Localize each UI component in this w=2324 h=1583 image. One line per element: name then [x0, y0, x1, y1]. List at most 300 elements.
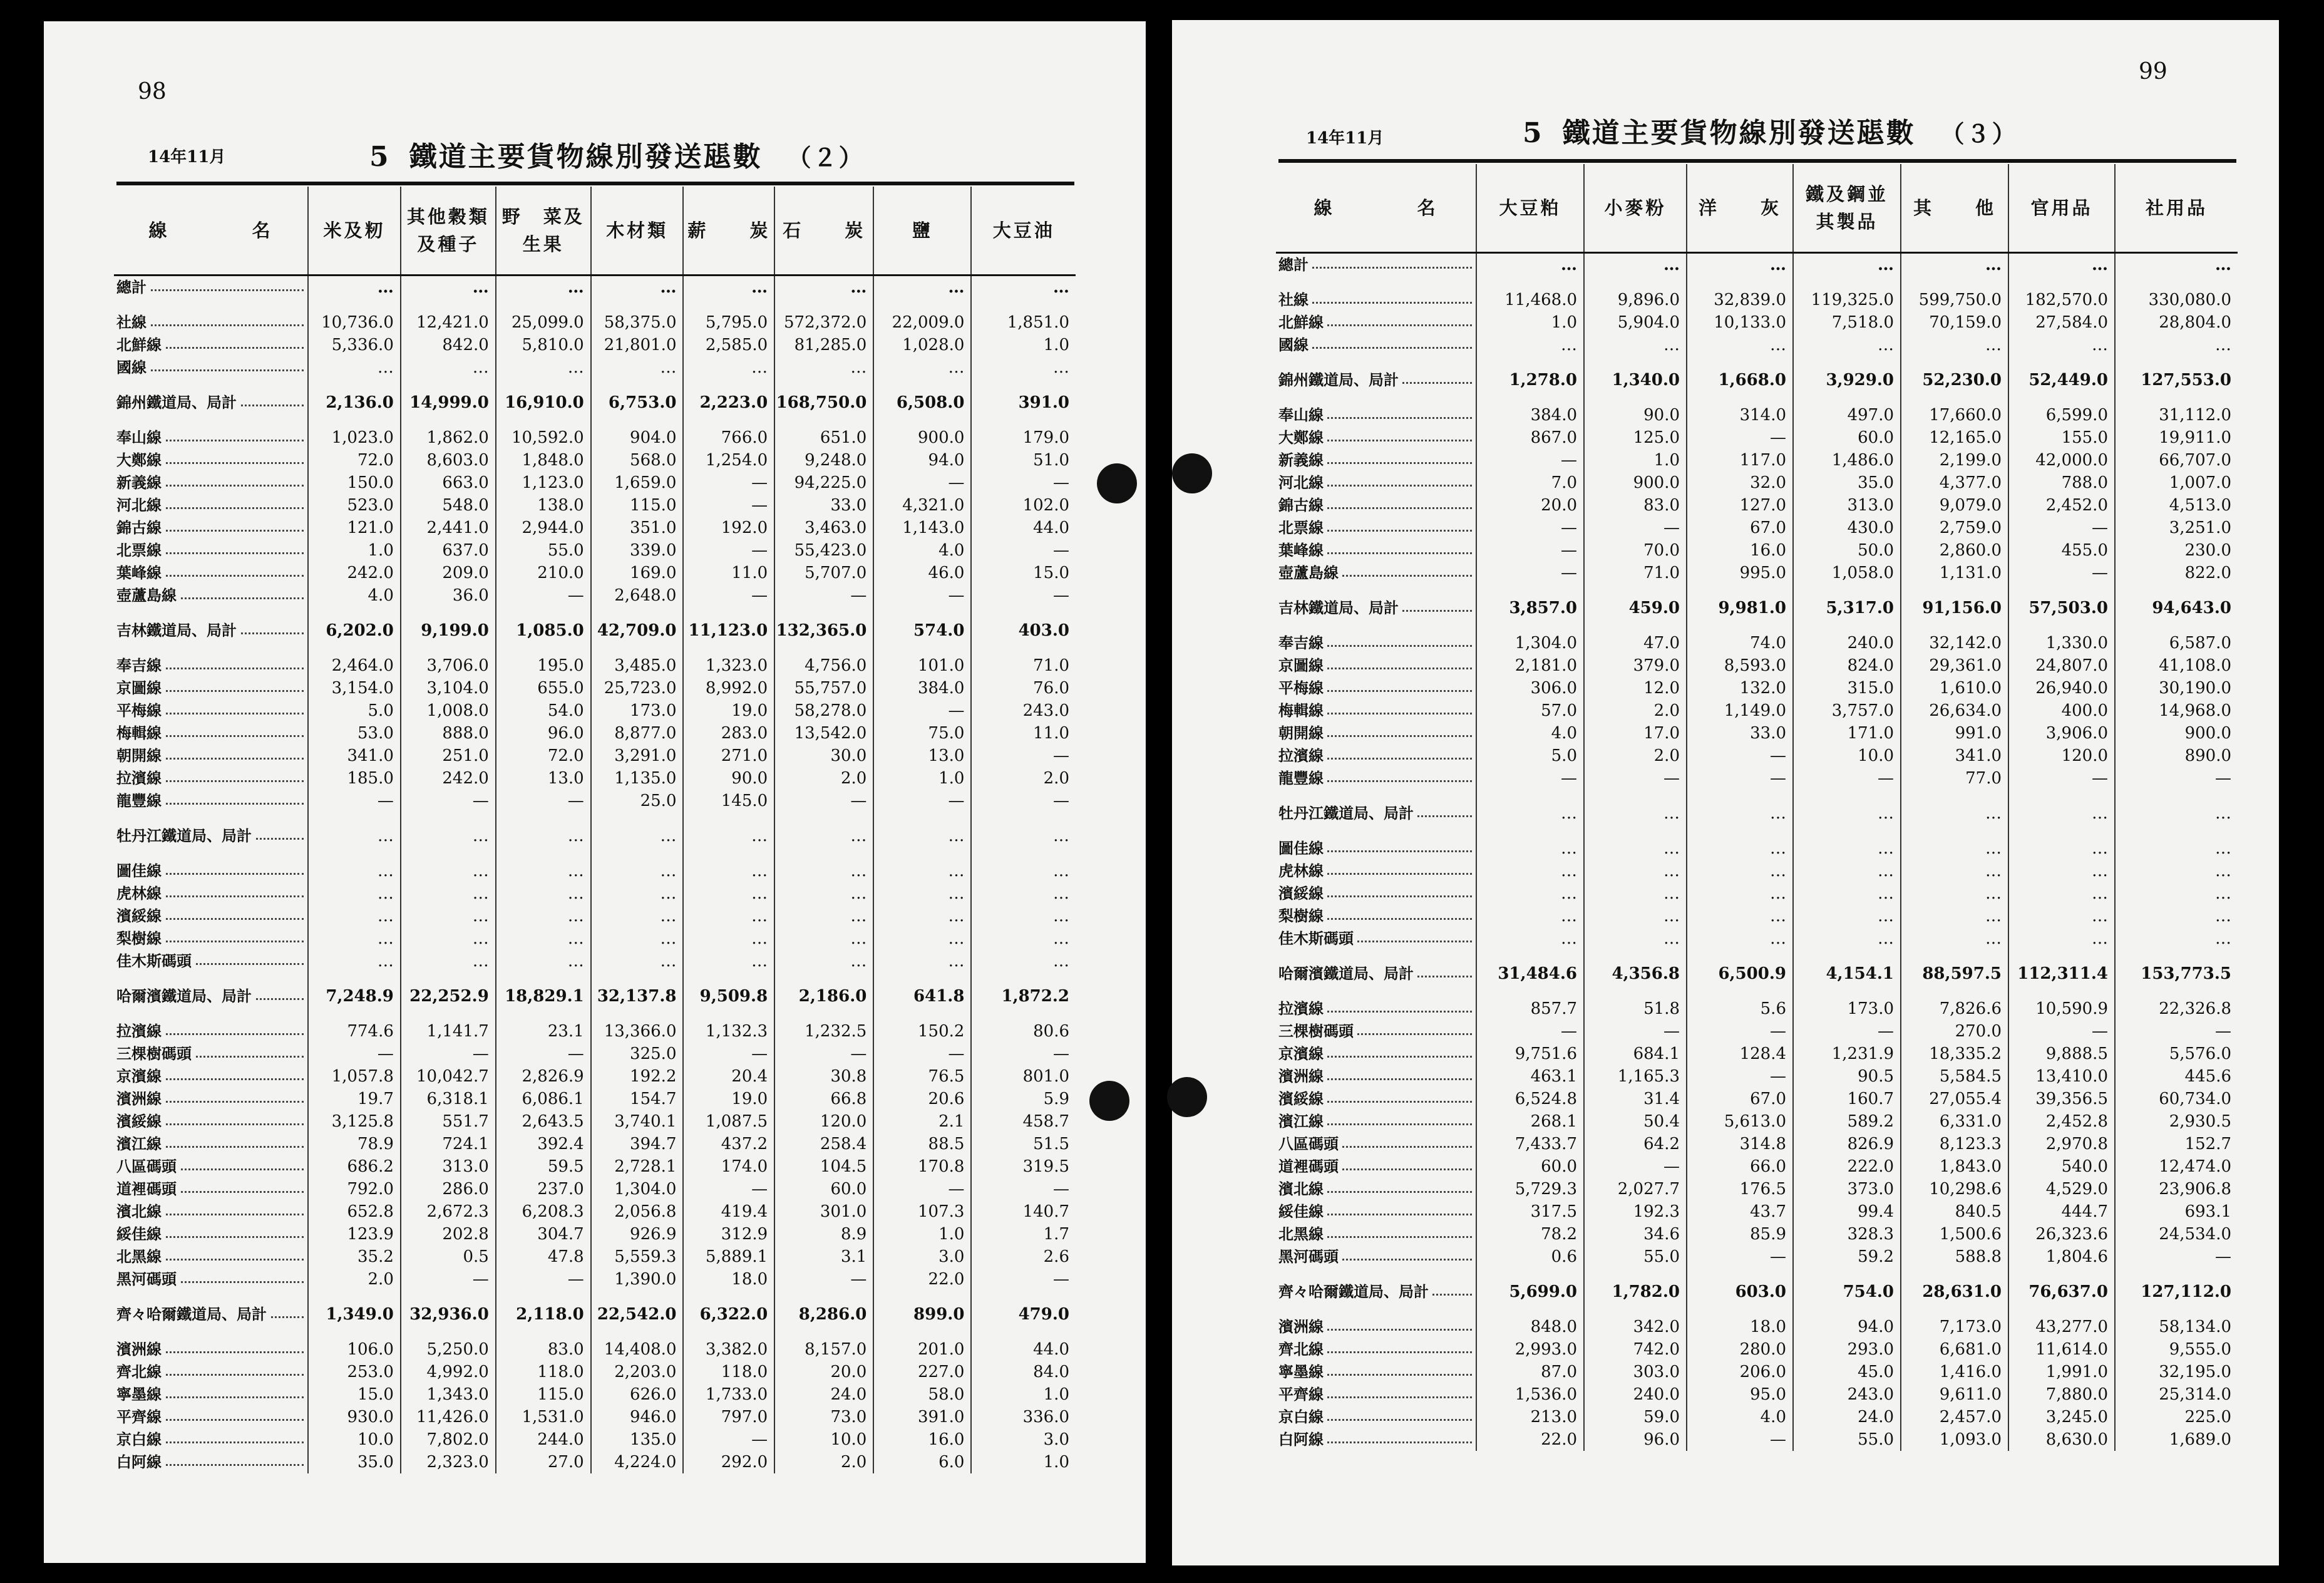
value-cell: 655.0	[496, 677, 591, 699]
value-cell: 6,753.0	[591, 391, 684, 414]
summary-row	[114, 356, 1076, 379]
value-cell: —	[1687, 1065, 1793, 1088]
value-cell: 2,944.0	[496, 517, 591, 539]
value-cell: 138.0	[496, 494, 591, 517]
value-cell: 31.4	[1584, 1088, 1687, 1110]
value-cell: …	[774, 276, 873, 299]
value-cell: 8,123.3	[1901, 1133, 2008, 1155]
value-cell: 127,553.0	[2115, 369, 2238, 391]
line-name-cell	[1276, 426, 1476, 449]
value-cell: 788.0	[2008, 472, 2115, 494]
value-cell: 150.0	[308, 472, 401, 494]
value-cell: 5.0	[308, 699, 401, 722]
value-cell: 5,810.0	[496, 334, 591, 356]
spacer-cell	[971, 607, 1076, 619]
line-row	[1276, 1245, 2238, 1268]
spacer-cell	[591, 1008, 684, 1020]
value-cell: 1,340.0	[1584, 369, 1687, 391]
value-cell: …	[591, 356, 684, 379]
spacer-cell	[308, 642, 401, 654]
value-cell: 2,970.8	[2008, 1133, 2115, 1155]
line-name-cell	[1276, 998, 1476, 1020]
value-cell: 209.0	[401, 562, 496, 584]
value-cell: …	[873, 882, 971, 905]
value-cell: 1.0	[971, 334, 1076, 356]
value-cell: 55.0	[496, 539, 591, 562]
value-cell: 5,904.0	[1584, 311, 1687, 334]
value-cell: …	[971, 860, 1076, 882]
value-cell: 2,199.0	[1901, 449, 2008, 472]
value-cell: 78.2	[1476, 1223, 1584, 1245]
spacer-cell	[1793, 790, 1901, 802]
line-name: 牡丹江鐵道局、局計	[116, 827, 254, 845]
value-cell: …	[2115, 882, 2238, 905]
binding-hole	[1097, 463, 1137, 503]
value-cell: 2.0	[1584, 699, 1687, 722]
value-cell: 1,851.0	[971, 311, 1076, 334]
value-cell: …	[2115, 802, 2238, 825]
value-cell: 325.0	[591, 1043, 684, 1065]
value-cell: —	[774, 584, 873, 607]
value-cell: 77.0	[1901, 767, 2008, 790]
value-cell: 946.0	[591, 1406, 684, 1428]
value-cell: 35.2	[308, 1245, 401, 1268]
line-row	[1276, 1383, 2238, 1406]
value-cell: 900.0	[1584, 472, 1687, 494]
value-cell: 84.0	[971, 1361, 1076, 1383]
value-cell: 123.9	[308, 1223, 401, 1245]
title-number: 5	[369, 141, 391, 173]
line-name: 三棵樹碼頭	[1278, 1023, 1356, 1040]
value-cell: 686.2	[308, 1155, 401, 1178]
value-cell: 444.7	[2008, 1200, 2115, 1223]
value-cell: 317.5	[1476, 1200, 1584, 1223]
value-cell: …	[1687, 253, 1793, 277]
value-cell: …	[774, 882, 873, 905]
line-name-cell	[1276, 699, 1476, 722]
value-cell: 18.0	[683, 1268, 774, 1291]
value-cell: 1,232.5	[774, 1020, 873, 1043]
value-cell: —	[683, 472, 774, 494]
value-cell: 1,991.0	[2008, 1361, 2115, 1383]
value-cell: 25,723.0	[591, 677, 684, 699]
value-cell: 742.0	[1584, 1338, 1687, 1361]
value-cell: 222.0	[1793, 1155, 1901, 1178]
line-name: 齊北線	[116, 1363, 164, 1381]
value-cell: 59.2	[1793, 1245, 1901, 1268]
value-cell: 76,637.0	[2008, 1281, 2115, 1303]
spacer-cell	[683, 1008, 774, 1020]
value-cell: …	[873, 950, 971, 972]
line-name: 濱綏線	[116, 1113, 164, 1130]
value-cell: 1.0	[1584, 449, 1687, 472]
line-name-cell	[1276, 1316, 1476, 1338]
value-cell: …	[1584, 927, 1687, 950]
value-cell: 115.0	[496, 1383, 591, 1406]
value-cell: …	[1687, 802, 1793, 825]
line-name: 總計	[116, 279, 149, 296]
value-cell: 32,936.0	[401, 1303, 496, 1326]
value-cell: —	[401, 1043, 496, 1065]
spacer-cell	[1476, 1268, 1584, 1281]
value-cell: 306.0	[1476, 677, 1584, 699]
value-cell: 32,142.0	[1901, 632, 2008, 654]
value-cell: —	[1793, 1020, 1901, 1043]
line-name: 哈爾濱鐵道局、局計	[1278, 965, 1416, 982]
line-name: 奉吉線	[1278, 634, 1326, 652]
line-name: 八區碼頭	[1278, 1135, 1341, 1153]
value-cell: —	[774, 1043, 873, 1065]
bureau-total-row	[1276, 369, 2238, 391]
line-name-cell	[1276, 1065, 1476, 1088]
spacer-cell	[1584, 825, 1687, 837]
line-name: 奉山線	[1278, 406, 1326, 424]
value-cell: 243.0	[971, 699, 1076, 722]
spacer-cell	[114, 642, 308, 654]
value-cell: 4,756.0	[774, 654, 873, 677]
value-cell: 1.0	[308, 539, 401, 562]
spacer-row	[1276, 356, 2238, 369]
value-cell: …	[2008, 905, 2115, 927]
spacer-cell	[971, 379, 1076, 391]
spacer-cell	[1476, 950, 1584, 962]
spacer-cell	[1276, 1303, 1476, 1316]
value-cell: 3,125.8	[308, 1110, 401, 1133]
line-name-cell	[114, 1406, 308, 1428]
line-name-cell	[114, 472, 308, 494]
line-name: 京濱線	[1278, 1045, 1326, 1063]
value-cell: 3,291.0	[591, 745, 684, 767]
line-name-cell	[1276, 517, 1476, 539]
value-cell: …	[873, 356, 971, 379]
spacer-row	[1276, 391, 2238, 404]
spacer-cell	[1687, 825, 1793, 837]
value-cell: 102.0	[971, 494, 1076, 517]
spacer-row	[114, 607, 1076, 619]
spacer-cell	[496, 642, 591, 654]
value-cell: 52,449.0	[2008, 369, 2115, 391]
value-cell: —	[774, 790, 873, 812]
value-cell: 201.0	[873, 1338, 971, 1361]
spacer-cell	[2008, 1268, 2115, 1281]
spacer-cell	[401, 1326, 496, 1338]
line-name-cell	[114, 1110, 308, 1133]
spacer-cell	[401, 414, 496, 426]
value-cell: —	[496, 1268, 591, 1291]
value-cell: —	[971, 790, 1076, 812]
value-cell: 7.0	[1476, 472, 1584, 494]
value-cell: 3.1	[774, 1245, 873, 1268]
line-name: 濱綏線	[1278, 1090, 1326, 1108]
value-cell: —	[683, 1428, 774, 1451]
value-cell: 6,524.8	[1476, 1088, 1584, 1110]
value-cell: 1,486.0	[1793, 449, 1901, 472]
line-name-cell	[1276, 1133, 1476, 1155]
value-cell: 342.0	[1584, 1316, 1687, 1338]
value-cell: 75.0	[873, 722, 971, 745]
value-cell: —	[683, 584, 774, 607]
value-cell: 26,940.0	[2008, 677, 2115, 699]
line-name: 虎林線	[116, 885, 164, 902]
spacer-cell	[774, 1291, 873, 1303]
line-name-cell	[114, 1303, 308, 1326]
value-cell: 313.0	[1793, 494, 1901, 517]
line-name: 平梅線	[1278, 679, 1326, 697]
line-name: 壺蘆島線	[1278, 564, 1341, 582]
value-cell: —	[1476, 517, 1584, 539]
value-cell: 3,906.0	[2008, 722, 2115, 745]
value-cell: —	[2115, 767, 2238, 790]
value-cell: 2.0	[774, 1451, 873, 1473]
value-cell: 66.8	[774, 1088, 873, 1110]
spacer-cell	[1584, 584, 1687, 597]
value-cell: 2,203.0	[591, 1361, 684, 1383]
column-header-line-name: 線 名	[1276, 164, 1476, 253]
value-cell: 497.0	[1793, 404, 1901, 426]
line-name: 錦州鐵道局、局計	[116, 394, 239, 411]
line-row	[114, 1200, 1076, 1223]
value-cell: …	[873, 276, 971, 299]
line-name: 濱綏線	[116, 907, 164, 925]
value-cell: …	[401, 927, 496, 950]
line-name: 綏佳線	[116, 1225, 164, 1243]
value-cell: 192.2	[591, 1065, 684, 1088]
value-cell: 51.8	[1584, 998, 1687, 1020]
value-cell: —	[1687, 745, 1793, 767]
line-name: 平梅線	[116, 702, 164, 719]
value-cell: 7,826.6	[1901, 998, 2008, 1020]
value-cell: 9,248.0	[774, 449, 873, 472]
value-cell: 463.1	[1476, 1065, 1584, 1088]
value-cell: —	[2008, 1020, 2115, 1043]
value-cell: 29,361.0	[1901, 654, 2008, 677]
value-cell: 1,323.0	[683, 654, 774, 677]
value-cell: 3,154.0	[308, 677, 401, 699]
value-cell: 1,132.3	[683, 1020, 774, 1043]
value-cell: 253.0	[308, 1361, 401, 1383]
line-name: 梨樹線	[116, 930, 164, 947]
column-header: 大豆油	[971, 187, 1076, 276]
value-cell: 379.0	[1584, 654, 1687, 677]
value-cell: 5,729.3	[1476, 1178, 1584, 1200]
value-cell: 2.0	[308, 1268, 401, 1291]
line-name: 濱洲線	[116, 1090, 164, 1108]
value-cell: —	[1687, 767, 1793, 790]
value-cell: 1,804.6	[2008, 1245, 2115, 1268]
value-cell: 12.0	[1584, 677, 1687, 699]
value-cell: 94,643.0	[2115, 597, 2238, 619]
value-cell: …	[1476, 802, 1584, 825]
value-cell: 1,536.0	[1476, 1383, 1584, 1406]
value-cell: 2,136.0	[308, 391, 401, 414]
spacer-row	[1276, 1303, 2238, 1316]
value-cell: 2.1	[873, 1110, 971, 1133]
line-name-cell	[114, 539, 308, 562]
line-name-cell	[1276, 562, 1476, 584]
line-row	[1276, 998, 2238, 1020]
spacer-cell	[401, 812, 496, 825]
value-cell: 11,614.0	[2008, 1338, 2115, 1361]
value-cell: 31,112.0	[2115, 404, 2238, 426]
value-cell: 5,336.0	[308, 334, 401, 356]
value-cell: 150.2	[873, 1020, 971, 1043]
value-cell: 1,143.0	[873, 517, 971, 539]
value-cell: 840.5	[1901, 1200, 2008, 1223]
spacer-cell	[683, 972, 774, 985]
line-row	[1276, 1361, 2238, 1383]
line-name: 葉峰線	[1278, 542, 1326, 559]
line-name: 黑河碼頭	[116, 1271, 179, 1288]
line-name: 奉山線	[116, 429, 164, 446]
value-cell: 3,706.0	[401, 654, 496, 677]
line-row	[1276, 539, 2238, 562]
spacer-cell	[774, 414, 873, 426]
line-name-cell	[1276, 404, 1476, 426]
value-cell: 824.0	[1793, 654, 1901, 677]
value-cell: 6,681.0	[1901, 1338, 2008, 1361]
line-row	[1276, 1428, 2238, 1451]
value-cell: 118.0	[496, 1361, 591, 1383]
value-cell: 19.0	[683, 1088, 774, 1110]
value-cell: —	[401, 1268, 496, 1291]
value-cell: 9,611.0	[1901, 1383, 2008, 1406]
value-cell: 12,165.0	[1901, 426, 2008, 449]
spacer-cell	[873, 607, 971, 619]
value-cell: 230.0	[2115, 539, 2238, 562]
value-cell: …	[873, 905, 971, 927]
spacer-cell	[401, 299, 496, 311]
line-name: 黑河碼頭	[1278, 1248, 1341, 1266]
value-cell: 1,733.0	[683, 1383, 774, 1406]
value-cell: 24,807.0	[2008, 654, 2115, 677]
spacer-cell	[401, 642, 496, 654]
value-cell: 90.0	[1584, 404, 1687, 426]
line-name-cell	[1276, 1245, 1476, 1268]
line-row	[114, 699, 1076, 722]
value-cell: 22.0	[873, 1268, 971, 1291]
date-label: 14年11月	[1306, 129, 1384, 148]
line-name-cell	[114, 790, 308, 812]
line-name: 吉林鐵道局、局計	[1278, 599, 1401, 617]
spacer-cell	[1476, 276, 1584, 289]
line-name-cell	[114, 1223, 308, 1245]
value-cell: 2.0	[1584, 745, 1687, 767]
value-cell: 154.7	[591, 1088, 684, 1110]
line-name-cell	[114, 356, 308, 379]
spacer-cell	[971, 1008, 1076, 1020]
value-cell: 1,610.0	[1901, 677, 2008, 699]
value-cell: 2,452.0	[2008, 494, 2115, 517]
value-cell: …	[683, 825, 774, 847]
value-cell: 118.0	[683, 1361, 774, 1383]
value-cell: 2,027.7	[1584, 1178, 1687, 1200]
line-row	[1276, 722, 2238, 745]
spacer-cell	[1793, 276, 1901, 289]
value-cell: 11.0	[971, 722, 1076, 745]
value-cell: …	[401, 356, 496, 379]
value-cell: 4,377.0	[1901, 472, 2008, 494]
value-cell: 2,464.0	[308, 654, 401, 677]
value-cell: —	[496, 1043, 591, 1065]
value-cell: 900.0	[2115, 722, 2238, 745]
value-cell: …	[1793, 253, 1901, 277]
line-name-cell	[1276, 494, 1476, 517]
value-cell: 1,862.0	[401, 426, 496, 449]
value-cell: 2,118.0	[496, 1303, 591, 1326]
line-name-cell	[1276, 1406, 1476, 1428]
line-name-cell	[1276, 1281, 1476, 1303]
spacer-cell	[971, 1291, 1076, 1303]
value-cell: 32,137.8	[591, 985, 684, 1008]
value-cell: 18,829.1	[496, 985, 591, 1008]
value-cell: 66,707.0	[2115, 449, 2238, 472]
line-row	[114, 654, 1076, 677]
value-cell: —	[1584, 1155, 1687, 1178]
value-cell: …	[401, 905, 496, 927]
value-cell: 1,131.0	[1901, 562, 2008, 584]
value-cell: 890.0	[2115, 745, 2238, 767]
title-number: 5	[1523, 117, 1544, 149]
spacer-row	[1276, 950, 2238, 962]
value-cell: —	[683, 494, 774, 517]
value-cell: 169.0	[591, 562, 684, 584]
value-cell: 90.0	[683, 767, 774, 790]
value-cell: 4,154.1	[1793, 962, 1901, 985]
value-cell: 3,485.0	[591, 654, 684, 677]
value-cell: 3,463.0	[774, 517, 873, 539]
value-cell: 7,173.0	[1901, 1316, 2008, 1338]
value-cell: 16.0	[1687, 539, 1793, 562]
value-cell: 22,542.0	[591, 1303, 684, 1326]
value-cell: …	[308, 927, 401, 950]
value-cell: 574.0	[873, 619, 971, 642]
line-name-cell	[1276, 905, 1476, 927]
value-cell: …	[1476, 253, 1584, 277]
spacer-cell	[1476, 356, 1584, 369]
value-cell: —	[873, 1043, 971, 1065]
value-cell: 90.5	[1793, 1065, 1901, 1088]
line-name-cell	[1276, 1338, 1476, 1361]
spacer-cell	[114, 379, 308, 391]
value-cell: 1,416.0	[1901, 1361, 2008, 1383]
value-cell: 106.0	[308, 1338, 401, 1361]
line-name-cell	[114, 677, 308, 699]
value-cell: 4,992.0	[401, 1361, 496, 1383]
header-rule	[1278, 159, 2236, 163]
spacer-cell	[1476, 391, 1584, 404]
value-cell: 11,468.0	[1476, 289, 1584, 311]
spacer-cell	[683, 379, 774, 391]
value-cell: 5,707.0	[774, 562, 873, 584]
value-cell: 268.1	[1476, 1110, 1584, 1133]
line-row	[114, 882, 1076, 905]
value-cell: 8,593.0	[1687, 654, 1793, 677]
value-cell: …	[1584, 882, 1687, 905]
line-name: 齊々哈爾鐵道局、局計	[1278, 1283, 1431, 1301]
binding-hole	[1172, 453, 1212, 493]
value-cell: 1.0	[873, 767, 971, 790]
spacer-cell	[2115, 790, 2238, 802]
value-cell: —	[496, 584, 591, 607]
value-cell: 292.0	[683, 1451, 774, 1473]
value-cell: …	[683, 882, 774, 905]
value-cell: …	[591, 825, 684, 847]
value-cell: 94.0	[1793, 1316, 1901, 1338]
line-name-cell	[1276, 745, 1476, 767]
line-row	[114, 950, 1076, 972]
value-cell: 9,079.0	[1901, 494, 2008, 517]
spacer-cell	[1276, 276, 1476, 289]
